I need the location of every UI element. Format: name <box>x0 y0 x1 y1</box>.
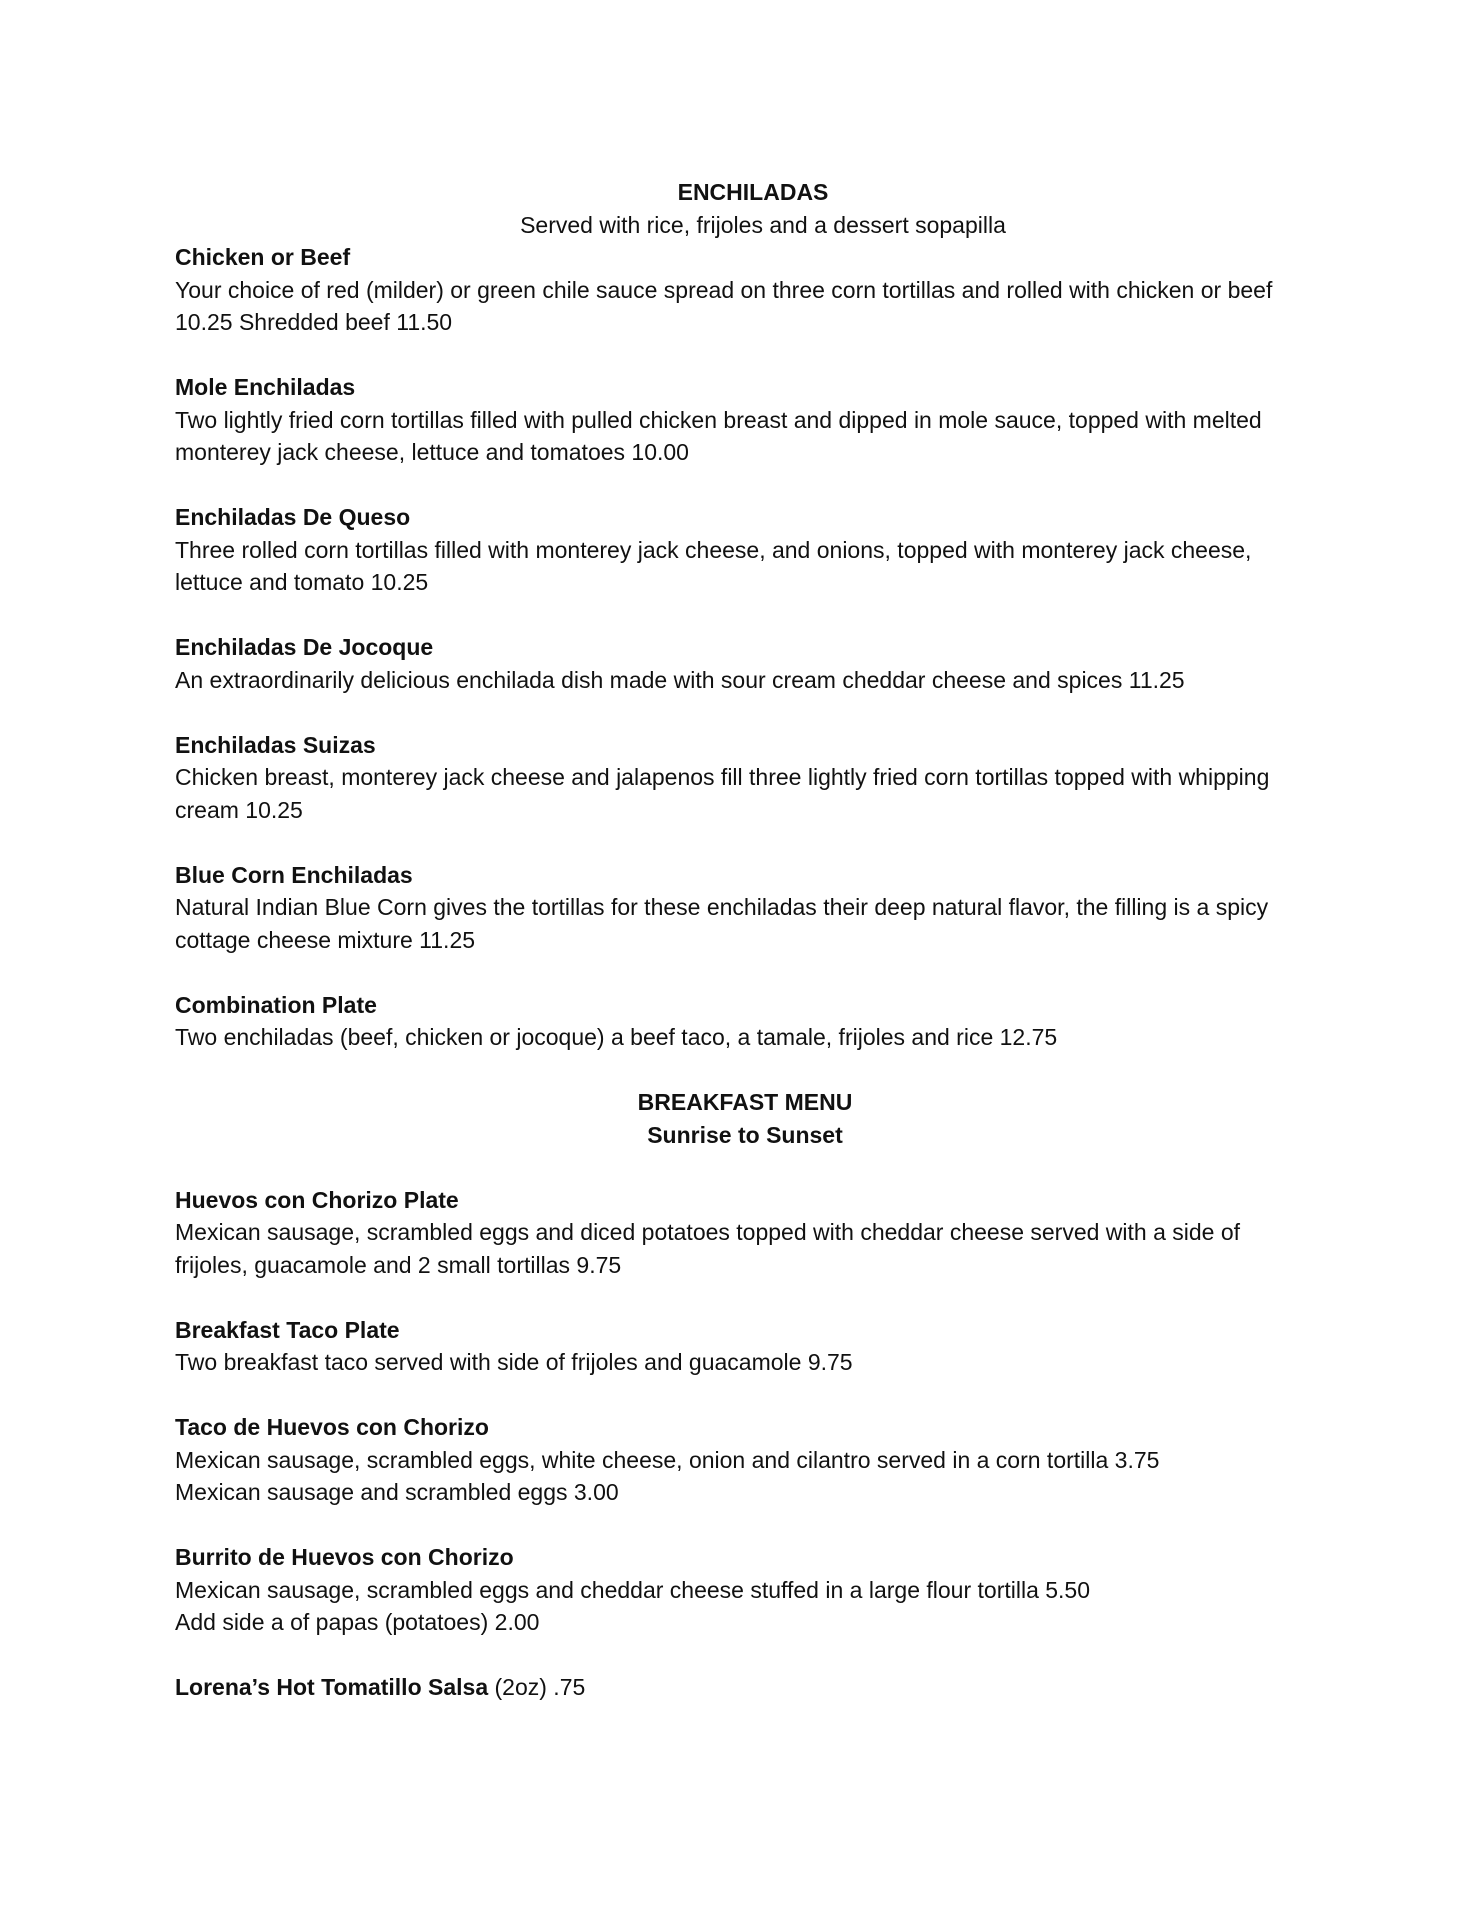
menu-item <box>175 1314 1315 1379</box>
section-title-enchiladas: ENCHILADAS <box>677 179 829 205</box>
menu-item-description: Chicken breast, monterey jack cheese and jalapenos fill three lightly fried corn tortillas topped with whipping cream 10.25 <box>175 764 1270 823</box>
menu-item-name: Enchiladas De Jocoque <box>175 634 434 660</box>
menu-item-name: Huevos con Chorizo Plate <box>175 1186 459 1213</box>
menu-item-name: Chicken or Beef <box>175 244 351 270</box>
menu-item <box>175 989 1315 1054</box>
menu-item-name: Blue Corn Enchiladas <box>175 861 413 888</box>
menu-item-name: Mole Enchiladas <box>175 374 356 400</box>
menu-item-name: Lorena’s Hot Tomatillo Salsa <box>175 1674 489 1700</box>
menu-item <box>175 241 1315 339</box>
menu-item <box>175 501 1315 599</box>
menu-item-description: Your choice of red (milder) or green chile sauce spread on three corn tortillas and rolled with chicken or beef 10.25 Shredded beef 11.50 <box>175 276 1273 335</box>
menu-item-description: Two breakfast taco served with side of frijoles and guacamole 9.75 <box>175 1349 853 1375</box>
menu-item-description: Three rolled corn tortillas filled with monterey jack cheese, and onions, topped with monterey jack cheese, lettuce and tomato 10.25 <box>175 536 1252 595</box>
menu-item-description-extra: Mexican sausage and scrambled eggs 3.00 <box>175 1479 619 1505</box>
menu-item <box>175 631 1315 696</box>
menu-content <box>175 176 1315 1704</box>
menu-item <box>175 729 1315 827</box>
menu-item-name: Combination Plate <box>175 991 377 1018</box>
menu-item-description: Mexican sausage, scrambled eggs and cheddar cheese stuffed in a large flour tortilla 5.50 <box>175 1576 1091 1603</box>
menu-item-description: Two enchiladas (beef, chicken or jocoque) a beef taco, a tamale, frijoles and rice 12.75 <box>175 1024 1058 1050</box>
menu-item-salsa <box>175 1671 1315 1704</box>
menu-item-description: An extraordinarily delicious enchilada dish made with sour cream cheddar cheese and spices 11.25 <box>175 666 1185 693</box>
menu-item <box>175 859 1315 957</box>
menu-item-description: Mexican sausage, scrambled eggs and diced potatoes topped with cheddar cheese served with a side of frijoles, guacamole and 2 small tortillas 9.75 <box>175 1219 1241 1278</box>
menu-item-description: Mexican sausage, scrambled eggs, white cheese, onion and cilantro served in a corn tortilla 3.75 <box>175 1446 1160 1473</box>
menu-item-description: Natural Indian Blue Corn gives the tortillas for these enchiladas their deep natural flavor, the filling is a spicy cottage cheese mixture 11.25 <box>175 894 1269 953</box>
menu-item <box>175 1541 1315 1639</box>
menu-item <box>175 1184 1315 1282</box>
section-subtitle-breakfast: Sunrise to Sunset <box>647 1121 843 1148</box>
menu-item-name: Taco de Huevos con Chorizo <box>175 1414 489 1440</box>
section-subtitle-enchiladas: Served with rice, frijoles and a dessert sopapilla <box>520 211 1006 238</box>
menu-item-detail: (2oz) .75 <box>488 1674 586 1700</box>
menu-item-name: Burrito de Huevos con Chorizo <box>175 1544 514 1570</box>
menu-item-description-extra: Add side a of papas (potatoes) 2.00 <box>175 1609 540 1635</box>
menu-item-name: Breakfast Taco Plate <box>175 1316 400 1343</box>
menu-item <box>175 1411 1315 1509</box>
menu-item-name: Enchiladas De Queso <box>175 504 411 530</box>
menu-item-name: Enchiladas Suizas <box>175 731 376 758</box>
section-title-breakfast: BREAKFAST MENU <box>637 1089 853 1115</box>
menu-item-description: Two lightly fried corn tortillas filled with pulled chicken breast and dipped in mole sauce, topped with melted monterey jack cheese, lettuce and tomatoes 10.00 <box>175 406 1262 465</box>
menu-item <box>175 371 1315 469</box>
